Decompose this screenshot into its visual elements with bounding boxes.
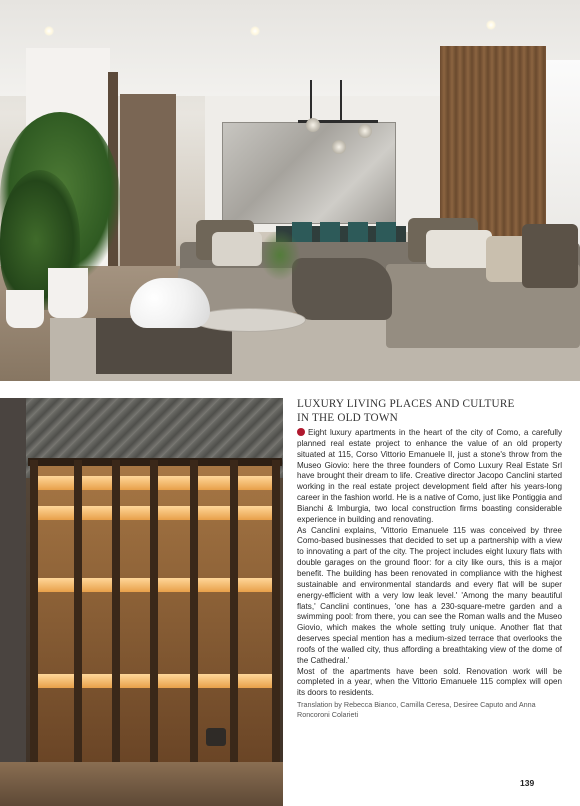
paragraph: Most of the apartments have been sold. Renovation work will be completed in a year, when the Vittorio Emanuele 115 complex will open its doors to residents.: [297, 666, 562, 698]
paragraph: Eight luxury apartments in the heart of the city of Como, a carefully planned real estate project to enhance the value of an old property situated at 115, Corso Vittorio Emanuele II, just a stone's throw from the Museo Giovio: here the three founders of Como Luxury Real Estate Srl have brought their dream to life. Creative director Jacopo Canclini started working in the real estate project development field after his years-long career in the fashion world. He is a native of Como, just like Pontiggia and Bianchi & Imburgia, two local construction firms boasting considerable experience in building and renovating.: [297, 428, 562, 524]
white-orchids: [130, 278, 210, 328]
door-slat: [272, 460, 280, 762]
wood-floor: [0, 762, 283, 806]
chandelier-rod: [340, 80, 342, 122]
living-room-photo: [0, 0, 580, 381]
door-slat: [150, 460, 158, 762]
ceiling-spotlight: [44, 26, 54, 36]
cushion: [426, 230, 492, 268]
sauna-photo: [0, 398, 283, 806]
chandelier-globe: [306, 118, 320, 132]
chandelier-rod: [310, 80, 312, 122]
wood-cabinet: [120, 94, 176, 270]
chandelier-globe: [332, 140, 346, 154]
plant-pot: [6, 290, 44, 328]
door-slat: [30, 460, 38, 762]
ceiling-spotlight: [486, 20, 496, 30]
side-wall: [0, 398, 26, 806]
throw-blanket: [292, 258, 392, 320]
bullet-icon: [297, 428, 305, 436]
headline-line: LUXURY LIVING PLACES AND CULTURE: [297, 398, 515, 410]
door-slat: [190, 460, 198, 762]
cushion: [522, 224, 578, 288]
page-number: 139: [520, 778, 535, 788]
small-plant: [260, 230, 300, 280]
door-slat: [112, 460, 120, 762]
article-headline: [297, 398, 562, 425]
headline-line: IN THE OLD TOWN: [297, 411, 398, 424]
door-slat: [74, 460, 82, 762]
cushion: [212, 232, 262, 266]
article-body: [297, 428, 562, 699]
paragraph: As Canclini explains, 'Vittorio Emanuele 115 was conceived by three Como-based businesses that decided to set up a partnership with a view to innovating a part of the city. The project includes eight luxury flats with double garages on the ground floor: for a city like ours, this is a major benefit. The building has been renovated in compliance with the highest sustainable and environmental standards and every flat will be super energy-efficient with a very low leak level.' 'Among the many beautiful flats,' Canclini continues, 'one has a 230-square-metre garden and a swimming pool: from there, you can see the Roman walls and the Museo Giovio, which makes the whole setting truly unique. Another flat that deserves special mention has a medium-sized terrace that overlooks the roofs of the walled city, thus affording a breathtaking view of the dome of the Cathedral.': [297, 525, 562, 665]
translation-credit: Translation by Rebecca Bianco, Camilla Ceresa, Desiree Caputo and Anna Roncoroni Colarieti: [297, 700, 536, 719]
article: [297, 398, 562, 719]
door-slat: [230, 460, 238, 762]
abstract-painting: [222, 122, 396, 224]
plant-pot: [48, 268, 88, 318]
ceiling-spotlight: [250, 26, 260, 36]
sauna-bucket: [206, 728, 226, 746]
chandelier-globe: [358, 124, 372, 138]
